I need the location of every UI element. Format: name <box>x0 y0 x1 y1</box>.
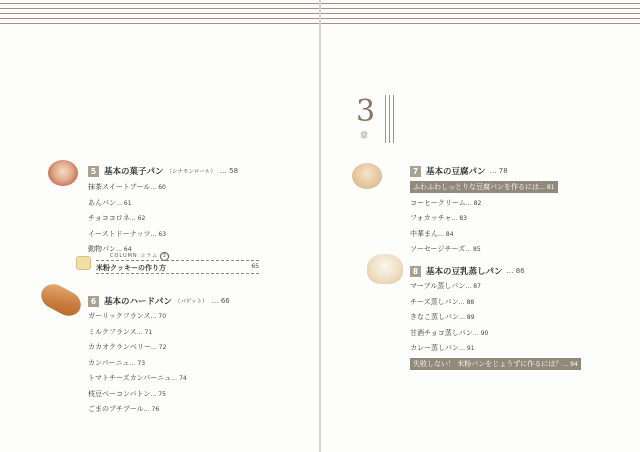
column-tag: COLUMN コラム 3 <box>110 252 169 261</box>
section-title: 基本の豆乳蒸しパン <box>426 267 503 277</box>
section-page: … 66 <box>211 297 230 305</box>
list-item[interactable]: 枝豆ベーコンバトン… 75 <box>88 389 166 398</box>
section-heading[interactable] <box>410 164 558 178</box>
chapter-rules <box>385 95 397 143</box>
list-item[interactable]: イーストドーナッツ… 63 <box>88 229 167 238</box>
list-item[interactable]: カカオクランベリー… 72 <box>88 343 167 351</box>
list-item[interactable]: ミルクフランス… 71 <box>88 327 153 336</box>
section-page: … 78 <box>489 167 508 175</box>
list-item[interactable]: きなこ蒸しパン… 89 <box>410 313 475 321</box>
list-item[interactable]: ガーリックフランス… 70 <box>88 312 167 320</box>
list-item[interactable]: あんパン… 61 <box>88 198 132 207</box>
list-item[interactable]: 中華まん… 84 <box>410 229 454 238</box>
list-item-highlight[interactable]: ふわふわしっとりな豆腐パンを作るには… 81 <box>410 180 558 196</box>
list-item-highlight[interactable]: 失敗しない！ 米粉パンをじょうずに作るには？… 94 <box>410 357 581 373</box>
list-item[interactable]: ソーセージチーズ… 85 <box>410 245 481 253</box>
column-page: 65 <box>251 263 259 270</box>
chapter-label: 章 <box>360 131 368 140</box>
list-item[interactable]: マーブル蒸しパン… 87 <box>410 282 481 290</box>
steamed-bun-photo <box>367 254 403 284</box>
list-item[interactable]: 甘酒チョコ蒸しパン… 90 <box>410 328 489 337</box>
list-item[interactable]: 動物パン… 64 <box>88 245 132 253</box>
chapter-number: 3 <box>356 94 376 129</box>
list-item[interactable]: ごまのプチブール… 76 <box>88 405 160 413</box>
section-page: … 86 <box>506 267 525 275</box>
section-subtitle: （シナモンロール） <box>166 169 216 175</box>
section-title: 基本の豆腐パン <box>426 167 486 177</box>
section-heading[interactable] <box>410 264 581 278</box>
list-item[interactable]: コーヒークリーム… 82 <box>410 198 482 207</box>
section-number-badge: 6 <box>88 296 99 307</box>
list-item[interactable]: チーズ蒸しパン… 88 <box>410 297 475 306</box>
section-steamed-bread <box>410 264 581 372</box>
section-subtitle: （バゲット） <box>174 299 208 305</box>
chapter-marker <box>356 94 376 141</box>
section-page: … 58 <box>219 167 239 175</box>
section-title: 基本のハードパン <box>104 297 172 307</box>
list-item[interactable]: フォカッチャ… 83 <box>410 214 467 222</box>
recipe-list <box>410 279 581 372</box>
section-number-badge: 8 <box>410 266 421 277</box>
section-title: 基本の菓子パン <box>104 167 164 177</box>
list-item[interactable]: カレー蒸しパン… 91 <box>410 344 475 352</box>
section-number-badge: 7 <box>410 166 421 177</box>
recipe-list <box>410 180 558 258</box>
section-tofu-bread <box>410 164 558 258</box>
column-title: 米粉クッキーの作り方 <box>96 264 166 272</box>
list-item[interactable]: 抹茶スイートブール… 60 <box>88 183 166 191</box>
section-number-badge: 5 <box>88 166 99 177</box>
list-item[interactable]: トマトチーズカンパーニュ… 74 <box>88 374 187 382</box>
list-item[interactable]: チョココロネ… 62 <box>88 214 146 222</box>
tofu-bread-photo <box>352 163 382 189</box>
list-item[interactable]: カンパーニュ… 73 <box>88 358 146 367</box>
